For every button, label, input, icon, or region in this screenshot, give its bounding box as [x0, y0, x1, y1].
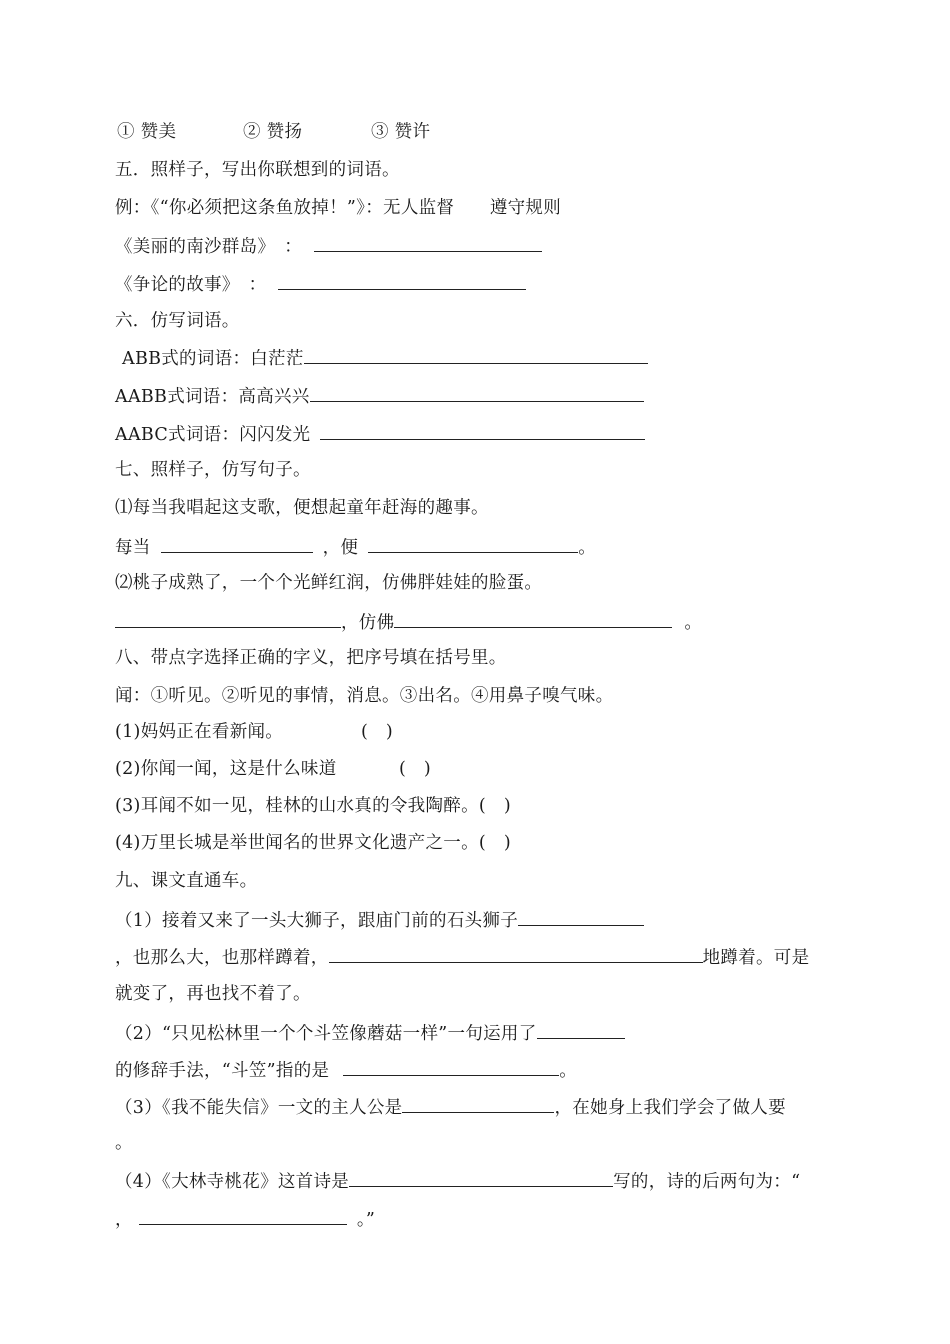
q9-p3-blank-a[interactable]	[402, 1094, 554, 1113]
q6-abb-label: ABB式的词语：白茫茫	[122, 349, 304, 369]
q9-p2-text-b: 的修辞手法，“斗笠”指的是	[115, 1061, 330, 1081]
q5-example-title: 《“你必须把这条鱼放掉！”》：	[150, 198, 384, 218]
option-1: ① 赞美	[117, 122, 177, 142]
q7-sentence-1: ⑴每当我唱起这支歌，便想起童年赶海的趣事。	[115, 498, 489, 518]
q9-p2-text-c: 。	[559, 1061, 578, 1081]
q5-item-1	[115, 233, 542, 259]
q5-item-2-label: 《争论的故事》 ：	[115, 275, 267, 295]
q9-p2-blank-a[interactable]	[537, 1020, 625, 1039]
q6-aabb	[115, 383, 644, 409]
q7-fill-2-mid: ，仿佛	[341, 613, 395, 633]
q6-aabc-blank[interactable]	[320, 421, 645, 440]
q9-p2-blank-b[interactable]	[343, 1057, 559, 1076]
q8-definition: 闻：①听见。②听见的事情，消息。③出名。④用鼻子嗅气味。	[115, 686, 614, 706]
q9-p2-line-1	[115, 1020, 625, 1046]
q7-fill-1	[115, 534, 596, 560]
q9-p4-blank-a[interactable]	[349, 1168, 613, 1187]
q7-fill-1-mid: ，便	[322, 538, 359, 558]
q5-item-2	[115, 271, 526, 297]
q9-p4-text-b: 写的，诗的后两句为：“	[613, 1172, 801, 1192]
q8-item-1-paren[interactable]: ( )	[361, 722, 394, 742]
option-3: ③ 赞许	[371, 122, 431, 142]
q9-p3-text-b: ，在她身上我们学会了做人要	[554, 1098, 786, 1118]
q9-p3-text-a: （3）《我不能失信》一文的主人公是	[115, 1098, 403, 1118]
q7-sentence-2: ⑵桃子成熟了，一个个光鲜红润，仿佛胖娃娃的脸蛋。	[115, 573, 543, 593]
q5-item-1-label: 《美丽的南沙群岛》 ：	[115, 237, 303, 257]
q7-fill-1-start: 每当	[115, 538, 151, 558]
q9-p1-line-2	[115, 944, 809, 970]
q7-fill-2-blank-b[interactable]	[394, 609, 672, 628]
q8-item-4-paren[interactable]: ( )	[478, 833, 511, 853]
q9-p4-text-d: 。”	[356, 1210, 376, 1230]
option-2: ② 赞扬	[243, 122, 303, 142]
q8-item-4-text: (4)万里长城是举世闻名的世界文化遗产之一。	[115, 833, 479, 853]
q9-p2-line-2	[115, 1057, 577, 1083]
q9-p2-text-a: （2）“只见松林里一个个斗笠像蘑菇一样”一句运用了	[115, 1024, 537, 1044]
q9-p4-text-c: ，	[115, 1210, 133, 1230]
q8-item-3	[115, 794, 511, 818]
q6-aabc	[115, 421, 645, 447]
q6-heading: 六．仿写词语。	[115, 311, 240, 331]
q5-item-2-blank[interactable]	[278, 271, 526, 290]
q8-item-1	[115, 720, 393, 744]
q8-item-2-paren[interactable]: ( )	[399, 759, 432, 779]
q6-aabb-label: AABB式词语：高高兴兴	[115, 387, 310, 407]
q9-p1-blank-b[interactable]	[329, 944, 703, 963]
q9-p1-line-3: 就变了，再也找不着了。	[115, 984, 311, 1004]
q7-fill-1-end: 。	[578, 538, 597, 558]
q8-item-3-text: (3)耳闻不如一见，桂林的山水真的令我陶醉。	[115, 796, 479, 816]
q6-aabb-blank[interactable]	[310, 383, 644, 402]
q7-fill-2-blank-a[interactable]	[115, 609, 341, 628]
q8-item-1-text: (1)妈妈正在看新闻。	[115, 722, 284, 742]
q9-p1-line-1	[115, 907, 644, 933]
q9-p4-text-a: （4）《大林寺桃花》这首诗是	[115, 1172, 350, 1192]
q9-p3-line-2: 。	[115, 1133, 133, 1153]
q9-heading: 九、课文直通车。	[115, 871, 258, 891]
q5-example-label: 例：	[115, 198, 151, 218]
q9-p4-line-2	[115, 1206, 375, 1232]
q7-fill-1-blank-b[interactable]	[368, 534, 578, 553]
q7-fill-2-end: 。	[684, 613, 703, 633]
q8-item-3-paren[interactable]: ( )	[478, 796, 511, 816]
q7-fill-1-blank-a[interactable]	[161, 534, 313, 553]
q5-item-1-blank[interactable]	[314, 233, 542, 252]
q8-item-2	[115, 757, 431, 781]
q6-abb	[122, 345, 648, 371]
options-row	[117, 120, 430, 144]
q6-aabc-label: AABC式词语：闪闪发光	[115, 425, 311, 445]
q9-p1-text-b: ，也那么大，也那样蹲着，	[115, 948, 329, 968]
q5-heading: 五．照样子，写出你联想到的词语。	[115, 160, 400, 180]
q8-item-4	[115, 831, 511, 855]
q6-abb-blank[interactable]	[304, 345, 648, 364]
q7-fill-2	[115, 609, 702, 635]
q9-p4-line-1	[115, 1168, 800, 1194]
q5-example	[115, 196, 561, 220]
q8-item-2-text: (2)你闻一闻，这是什么味道	[115, 759, 337, 779]
q9-p1-text-c: 地蹲着。可是	[702, 948, 810, 968]
q7-heading: 七、照样子，仿写句子。	[115, 460, 311, 480]
q9-p1-blank-a[interactable]	[518, 907, 644, 926]
q9-p1-text-a: （1）接着又来了一头大狮子，跟庙门前的石头狮子	[115, 911, 519, 931]
q9-p4-blank-b[interactable]	[139, 1206, 347, 1225]
q5-example-answer: 无人监督 遵守规则	[383, 198, 562, 218]
q8-heading: 八、带点字选择正确的字义，把序号填在括号里。	[115, 648, 507, 668]
q9-p3-line-1	[115, 1094, 786, 1120]
